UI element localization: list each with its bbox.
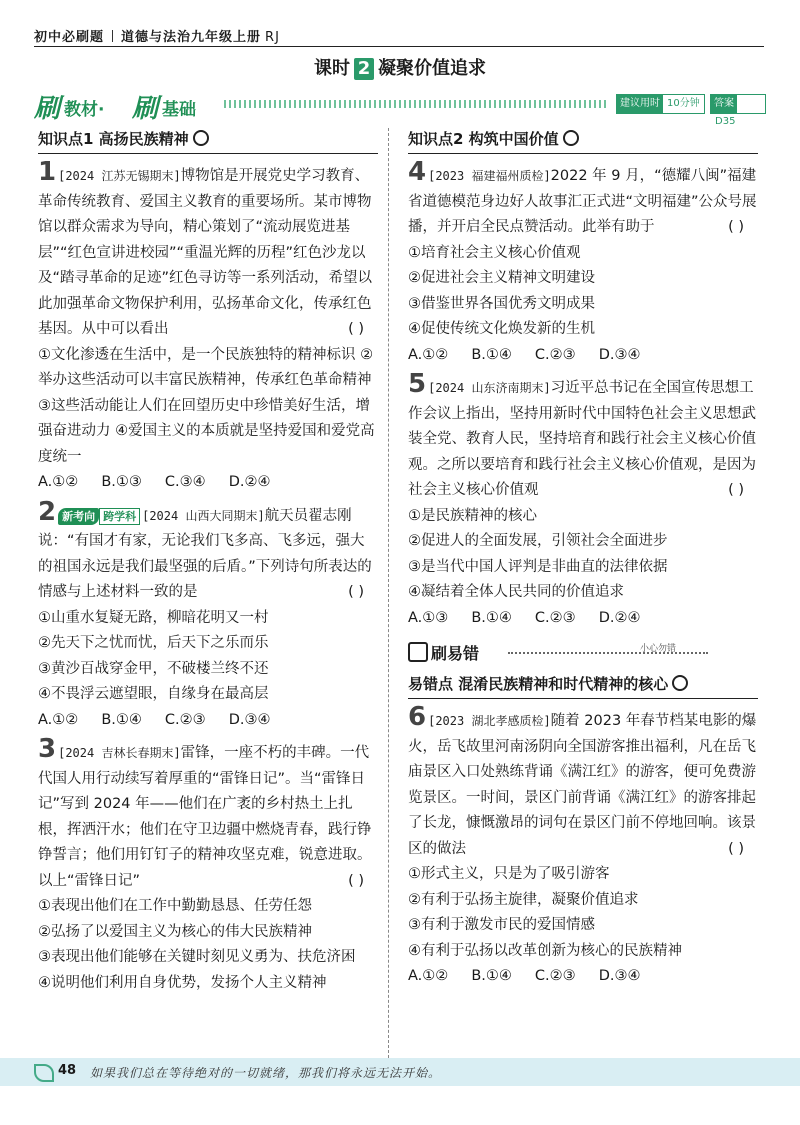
answer-ref [710, 94, 766, 127]
question-stem: 博物馆是开展党史学习教育、革命传统教育、爱国主义教育的重要场所。某市博物馆以群众需求为导向，精心策划了“流动展览进基层”“红色宣讲进校园”“重温光辉的历程”红色沙龙以及“踏寻革命的足迹”红色寻访等一系列活动，希望以此加强革命文物保护利用，弘扬革命文化，传承红色基因。从中可以看出 [38, 168, 373, 337]
error-prone-section-header [408, 641, 758, 665]
option-1: ①表现出他们在工作中勤勤恳恳、任劳任怨 [38, 898, 312, 914]
question-options: ①文化渗透在生活中，是一个民族独特的精神标识 ②举办这些活动可以丰富民族精神，传承红色革命精神 ③这些活动能让人们在回望历史中珍惜美好生活，增强奋进动力 ④爱国主义的本质就是坚持爱国和爱党高度统一 [38, 346, 375, 465]
knowledge-point-1 [38, 128, 378, 154]
caution-note: 小心勿错 [640, 644, 677, 654]
answer-choices: A.①② B.①④ C.②③ D.③④ [408, 968, 641, 984]
option-3: ③是当代中国人评判是非曲直的法律依据 [408, 558, 668, 575]
dotted-arrow [508, 652, 708, 654]
option-2: ②弘扬了以爱国主义为核心的伟大民族精神 [38, 923, 312, 940]
option-4: ④有利于弘扬以改革创新为核心的民族精神 [408, 942, 682, 959]
option-4: ④说明他们利用自身优势，发扬个人主义精神 [38, 974, 327, 991]
left-column [38, 128, 378, 1002]
question-source: [2023 湖北孝感质检] [428, 714, 551, 728]
answer-paren: ( ) [728, 219, 744, 235]
question-number: 1 [38, 157, 57, 187]
time-label: 建议用时 [617, 95, 663, 113]
cross-subject-badge: 跨学科 [99, 508, 140, 525]
lesson-title [0, 54, 800, 80]
question-number: 2 [38, 496, 57, 527]
edition: RJ [265, 30, 280, 45]
error-point [408, 673, 758, 699]
column-divider [388, 128, 389, 1063]
kp2-label: 知识点2 构筑中国价值 [408, 130, 559, 148]
answer-choices: A.①② B.①④ C.②③ D.③④ [38, 711, 271, 728]
leaf-icon [34, 1064, 54, 1082]
page-number: 48 [58, 1063, 77, 1078]
option-3: ③表现出他们能够在关键时刻见义勇为、扶危济困 [38, 949, 356, 965]
header-rule [34, 46, 764, 47]
answer-paren: ( ) [728, 840, 744, 857]
question-stem: 航天员翟志刚说：“有国才有家，无论我们飞多高、飞多远，强大的祖国永远是我们最坚强的后盾。”下列诗句所表达的情感与上述材料一致的是 [38, 507, 372, 600]
option-1: ①培育社会主义核心价值观 [408, 244, 581, 261]
option-2: ②先天下之忧而忧，后天下之乐而乐 [38, 635, 269, 651]
target-icon [672, 675, 688, 691]
answer-paren: ( ) [348, 872, 364, 889]
option-2: ②促进人的全面发展，引领社会全面进步 [408, 533, 668, 549]
question-stem: 随着 2023 年春节档某电影的爆火，岳飞故里河南汤阴向全国游客推出福利，凡在岳飞庙景区入口处熟练背诵《满江红》的游客，便可免费游览景区。一时间，景区门前背诵《满江红》的游客排起了长龙，慷慨激昂的词句在景区门前不停地回响。该景区的做法 [408, 713, 757, 857]
running-header [34, 26, 280, 45]
answer-paren: ( ) [348, 321, 364, 337]
question-stem: 雷锋，一座不朽的丰碑。一代代国人用行动续写着厚重的“雷锋日记”。当“雷锋日记”写到 2024 年——他们在广袤的乡村热土上扎根，挥洒汗水；他们在守卫边疆中燃烧青春，践行铮铮誓言；他们用钉钉子的精神攻坚克难，锐意进取。以上“雷锋日记” [38, 745, 372, 889]
question-4 [408, 157, 758, 368]
question-number: 4 [408, 157, 427, 187]
option-4: ④不畏浮云遮望眼，自缘身在最高层 [38, 686, 269, 702]
answer-value: D35 [715, 116, 736, 127]
question-source: [2024 江苏无锡期末] [58, 169, 181, 183]
option-2: ②促进社会主义精神文明建设 [408, 270, 595, 286]
question-stem: 2022 年 9 月，“德耀八闽”福建省道德模范身边好人故事汇正式进“文明福建”公众号展播，并开启全民点赞活动。此举有助于 [408, 168, 757, 235]
lesson-prefix: 课时 [314, 58, 350, 79]
series-name: 初中必刷题 [34, 30, 105, 45]
answer-label: 答案 [711, 95, 737, 113]
book-name: 道德与法治九年级上册 [121, 30, 262, 45]
question-source: [2023 福建福州质检] [428, 169, 551, 183]
question-number: 3 [38, 734, 57, 764]
option-3: ③黄沙百战穿金甲，不破楼兰终不还 [38, 660, 269, 677]
question-3 [38, 734, 378, 996]
target-icon [563, 130, 579, 146]
option-2: ②有利于弘扬主旋律，凝聚价值追求 [408, 891, 639, 908]
knowledge-point-2 [408, 128, 758, 154]
question-source: [2024 山东济南期末] [428, 381, 551, 395]
banner-sub-1: 教材· [64, 100, 105, 120]
error-point-label: 易错点 混淆民族精神和时代精神的核心 [408, 675, 669, 693]
question-1 [38, 157, 378, 496]
answer-paren: ( ) [728, 482, 744, 498]
answer-choices: A.①② B.①④ C.②③ D.③④ [408, 346, 641, 363]
banner-shua-2: 刷 [132, 94, 159, 124]
section-banner [34, 88, 766, 127]
right-column [408, 128, 758, 996]
page-footer [0, 1058, 800, 1086]
banner-shua-1: 刷 [34, 94, 61, 124]
banner-sub-2: 基础 [162, 100, 196, 120]
answer-choices: A.①② B.①③ C.③④ D.②④ [38, 474, 271, 490]
kp1-label: 知识点1 高扬民族精神 [38, 130, 189, 148]
lesson-number: 2 [354, 58, 374, 80]
option-3: ③有利于激发市民的爱国情感 [408, 917, 595, 933]
answer-paren: ( ) [348, 584, 364, 600]
footer-quote: 如果我们总在等待绝对的一切就绪，那我们将永远无法开始。 [90, 1066, 442, 1080]
option-1: ①是民族精神的核心 [408, 507, 537, 524]
option-1: ①形式主义，只是为了吸引游客 [408, 866, 610, 882]
option-4: ④凝结着全体人民共同的价值追求 [408, 584, 624, 600]
error-section-title: 刷易错 [431, 644, 480, 663]
question-source: [2024 吉林长春期末] [58, 746, 181, 760]
target-icon [193, 130, 209, 146]
question-5 [408, 369, 758, 631]
question-2 [38, 496, 378, 734]
option-1: ①山重水复疑无路，柳暗花明又一村 [38, 609, 269, 626]
answer-choices: A.①③ B.①④ C.②③ D.②④ [408, 609, 641, 626]
option-3: ③借鉴世界各国优秀文明成果 [408, 295, 595, 312]
suggested-time [616, 94, 705, 114]
question-source: [2024 山西大同期末] [142, 508, 265, 523]
question-number: 6 [408, 702, 427, 732]
option-4: ④促使传统文化焕发新的生机 [408, 321, 595, 337]
lesson-name: 凝聚价值追求 [378, 58, 486, 79]
banner-dots [224, 100, 609, 108]
question-stem: 习近平总书记在全国宣传思想工作会议上指出，坚持用新时代中国特色社会主义思想武装全党、教育人民，坚持培育和践行社会主义核心价值观。之所以要培育和践行社会主义核心价值观，是因为社会主义核心价值观 [408, 380, 756, 498]
new-trend-badge: 新考向 [58, 508, 99, 525]
question-number: 5 [408, 369, 427, 399]
question-6 [408, 702, 758, 990]
error-box-icon [408, 642, 428, 662]
time-value: 10分钟 [667, 98, 700, 109]
